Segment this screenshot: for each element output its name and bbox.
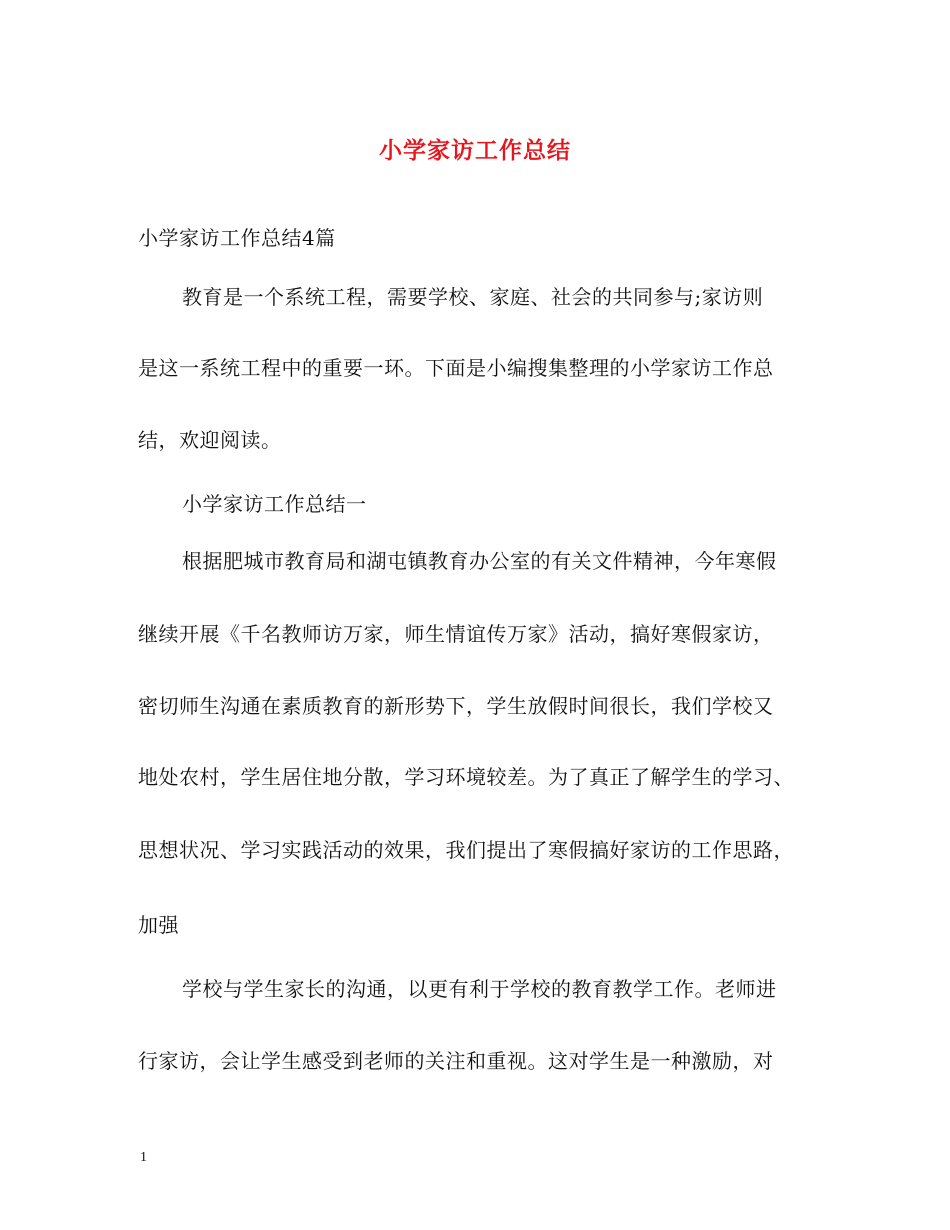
- paragraph-line: 教育是一个系统工程，需要学校、家庭、社会的共同参与;家访则: [182, 285, 764, 309]
- paragraph-line: 地处农村，学生居住地分散，学习环境较差。为了真正了解学生的学习、: [138, 765, 794, 789]
- paragraph-line: 结，欢迎阅读。: [138, 428, 282, 452]
- document-title: 小学家访工作总结: [379, 137, 571, 164]
- paragraph-line: 加强: [138, 913, 179, 937]
- document-subtitle: 小学家访工作总结4篇: [138, 226, 336, 250]
- page-number: 1: [140, 1150, 147, 1165]
- paragraph-line: 是这一系统工程中的重要一环。下面是小编搜集整理的小学家访工作总: [138, 356, 774, 380]
- paragraph-line: 继续开展《千名教师访万家，师生情谊传万家》活动，搞好寒假家访，: [138, 622, 774, 646]
- paragraph-line: 行家访，会让学生感受到老师的关注和重视。这对学生是一种激励，对: [138, 1049, 774, 1073]
- paragraph-line: 密切师生沟通在素质教育的新形势下，学生放假时间很长，我们学校又: [138, 694, 774, 718]
- paragraph-line: 思想状况、学习实践活动的效果，我们提出了寒假搞好家访的工作思路，: [138, 838, 794, 862]
- paragraph-line: 学校与学生家长的沟通，以更有利于学校的教育教学工作。老师进: [182, 977, 777, 1001]
- paragraph-line: 根据肥城市教育局和湖屯镇教育办公室的有关文件精神，今年寒假: [182, 549, 777, 573]
- section-heading: 小学家访工作总结一: [182, 492, 367, 516]
